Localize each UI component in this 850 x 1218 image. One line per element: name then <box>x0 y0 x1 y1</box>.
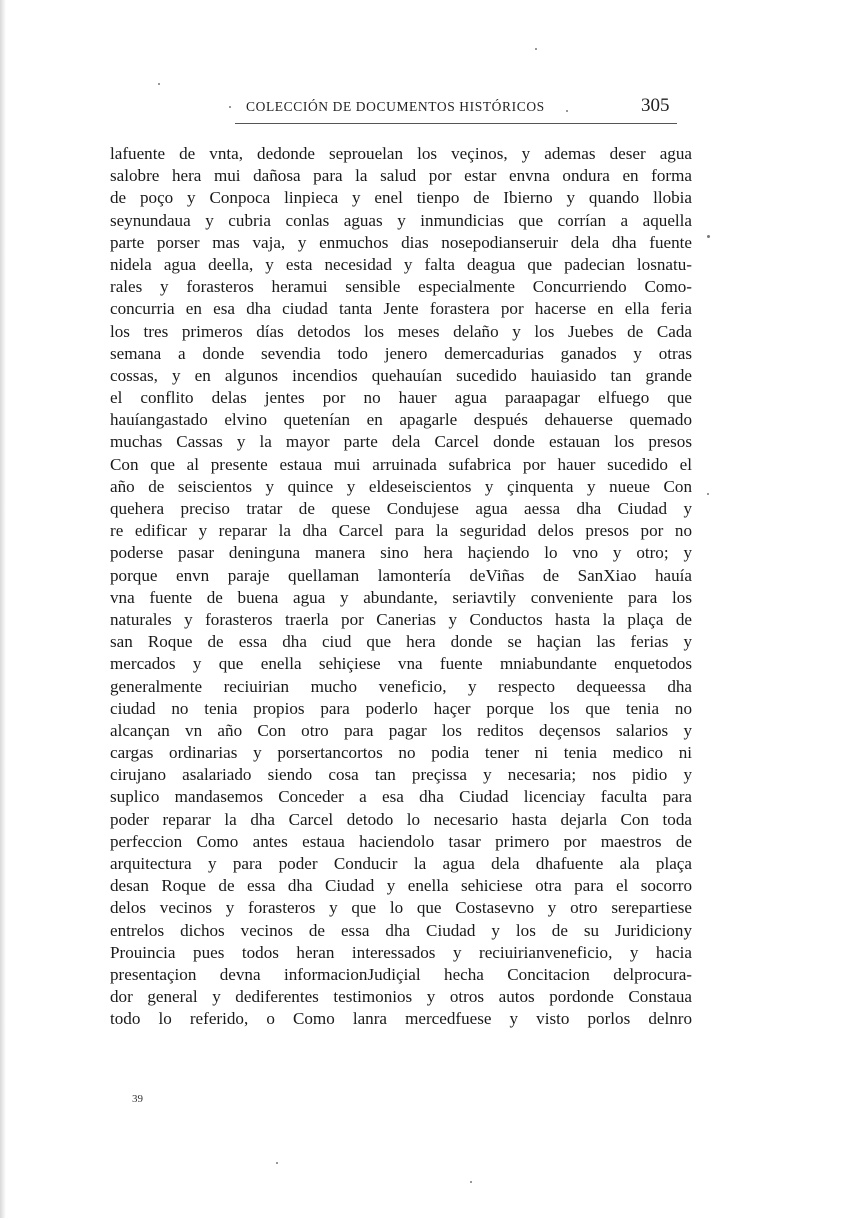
body-text <box>110 143 692 1031</box>
text-line: todo lo referido, o Como lanra mercedfuese y visto porlos delnro <box>110 1009 692 1029</box>
text-line: rales y forasteros heramui sensible especialmente Concurriendo Como- <box>110 277 692 297</box>
text-line: alcançan vn año Con otro para pagar los reditos deçensos salarios y <box>110 720 692 740</box>
paper-speck <box>229 106 231 108</box>
text-line: Con que al presente estaua mui arruinada sufabrica por hauer sucedido el <box>110 454 692 474</box>
text-line: Prouincia pues todos heran interessados y reciuirianveneficio, y hacia <box>110 942 692 962</box>
header-rule <box>235 123 677 124</box>
text-line: vna fuente de buena agua y abundante, seriavtily conveniente para los <box>110 587 692 607</box>
text-line: de poço y Conpoca linpieca y enel tienpo de Ibierno y quando llobia <box>110 188 692 208</box>
text-line: semana a donde sevendia todo jenero demercadurias ganados y otras <box>110 343 692 363</box>
signature-mark: 39 <box>132 1093 143 1105</box>
text-line: naturales y forasteros traerla por Canerias y Conductos hasta la plaça de <box>110 609 692 629</box>
text-line: ciudad no tenia propios para poderlo haçer porque los que tenia no <box>110 698 692 718</box>
text-line: cargas ordinarias y porsertancortos no podia tener ni tenia medico ni <box>110 743 692 763</box>
text-line: dor general y dediferentes testimonios y otros autos pordonde Constaua <box>110 987 692 1007</box>
text-line: parte porser mas vaja, y enmuchos dias nosepodianseruir dela dha fuente <box>110 232 692 252</box>
text-line: generalmente reciuirian mucho veneficio, y respecto dequeessa dha <box>110 676 692 696</box>
text-line: año de seiscientos y quince y eldeseiscientos y çinquenta y nueue Con <box>110 476 692 496</box>
paper-speck <box>566 110 568 112</box>
paper-speck <box>535 48 537 50</box>
page-number: 305 <box>641 95 670 116</box>
text-line: los tres primeros días detodos los meses delaño y los Juebes de Cada <box>110 321 692 341</box>
text-line: hauíangastado elvino quetenían en apagarle después dehauerse quemado <box>110 410 692 430</box>
text-line: seynundaua y cubria conlas aguas y inmundicias que corrían a aquella <box>110 210 692 230</box>
text-line: mercados y que enella sehiçiese vna fuente mniabundante enquetodos <box>110 654 692 674</box>
text-line: delos vecinos y forasteros y que lo que Costasevno y otro serepartiese <box>110 898 692 918</box>
page-edge-shadow <box>0 0 6 1218</box>
text-line: presentaçion devna informacionJudiçial hecha Concitacion delprocura- <box>110 964 692 984</box>
text-line: lafuente de vnta, dedonde seprouelan los veçinos, y ademas deser agua <box>110 144 692 163</box>
text-line: el conflito delas jentes por no hauer agua paraapagar elfuego que <box>110 388 692 408</box>
text-line: entrelos dichos vecinos de essa dha Ciudad y los de su Juridiciony <box>110 920 692 940</box>
paper-speck <box>707 235 710 238</box>
paper-speck <box>707 493 709 495</box>
text-line: porque envn paraje quellaman lamontería deViñas de SanXiao hauía <box>110 565 692 585</box>
text-line: muchas Cassas y la mayor parte dela Carcel donde estauan los presos <box>110 432 692 452</box>
text-line: desan Roque de essa dha Ciudad y enella sehiciese otra para el socorro <box>110 876 692 896</box>
text-line: poderse pasar deninguna manera sino hera haçiendo lo vno y otro; y <box>110 543 692 563</box>
text-line: quehera preciso tratar de quese Condujese agua aessa dha Ciudad y <box>110 499 692 518</box>
text-line: arquitectura y para poder Conducir la agua dela dhafuente ala plaça <box>110 854 692 873</box>
running-header-title: COLECCIÓN DE DOCUMENTOS HISTÓRICOS <box>246 99 545 114</box>
text-line: san Roque de essa dha ciud que hera donde se haçian las ferias y <box>110 632 692 652</box>
text-line: nidela agua deella, y esta necesidad y falta deagua que padecian losnatu- <box>110 254 692 274</box>
paper-speck <box>158 83 160 85</box>
paper-speck <box>470 1181 472 1183</box>
text-line: poder reparar la dha Carcel detodo lo necesario hasta dejarla Con toda <box>110 809 692 829</box>
text-line: cirujano asalariado siendo cosa tan preçissa y necesaria; nos pidio y <box>110 765 692 785</box>
text-line: concurria en esa dha ciudad tanta Jente forastera por hacerse en ella feria <box>110 299 692 319</box>
text-line: salobre hera mui dañosa para la salud por estar envna ondura en forma <box>110 166 692 186</box>
text-line: cossas, y en algunos incendios quehauían sucedido hauiasido tan grande <box>110 365 692 385</box>
text-line: suplico mandasemos Conceder a esa dha Ciudad licenciay faculta para <box>110 787 692 807</box>
paper-speck <box>276 1162 278 1164</box>
text-line: perfeccion Como antes estaua haciendolo tasar primero por maestros de <box>110 831 692 851</box>
text-line: re edificar y reparar la dha Carcel para la seguridad delos presos por no <box>110 521 692 541</box>
